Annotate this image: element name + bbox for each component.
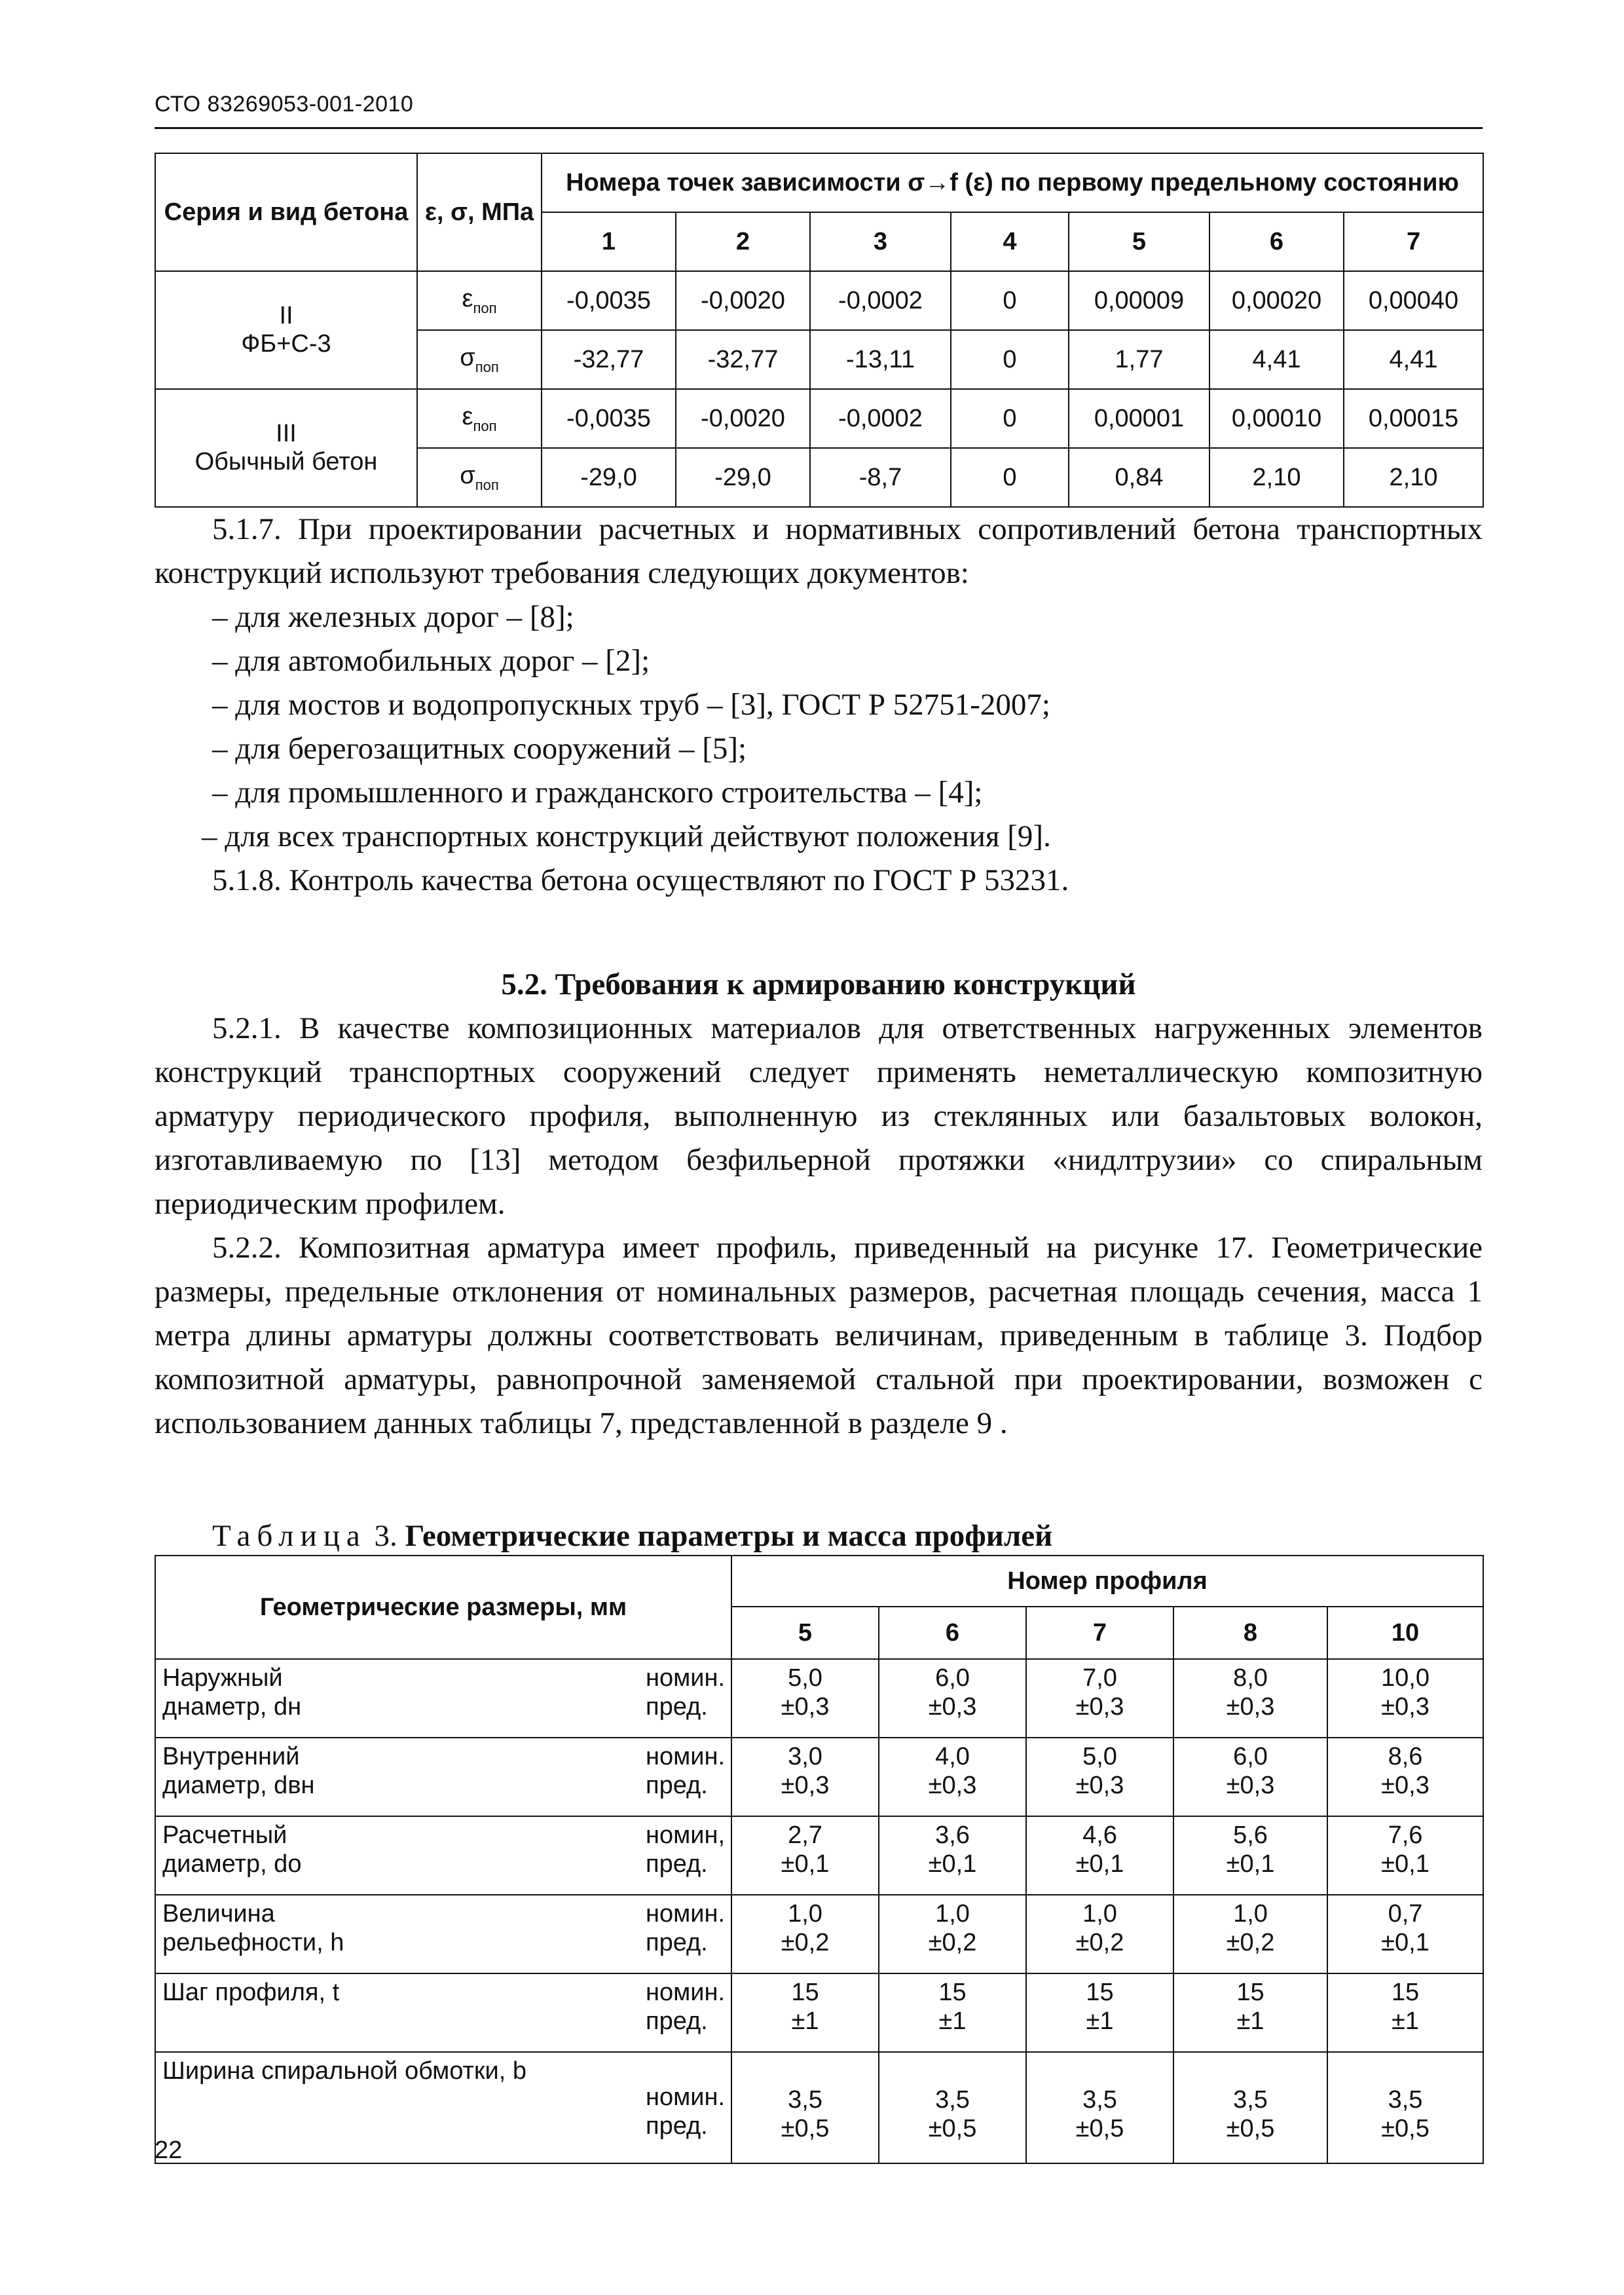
value-cell: -32,77: [542, 330, 676, 389]
param-cell: [155, 1816, 731, 1895]
param-tolerance: номин. пред.: [646, 1664, 726, 1721]
section-heading: 5.2. Требования к армированию конструкций: [501, 967, 1136, 1001]
param-symbol: $\varepsilon_{поп}$: [417, 271, 542, 330]
value-cell: 0,00020: [1209, 271, 1344, 330]
value-cell: 5,0 ±0,3: [731, 1659, 879, 1738]
value-cell: 15 ±1: [731, 1973, 879, 2052]
value-cell: 2,10: [1209, 448, 1344, 507]
value-cell: 0: [951, 389, 1069, 448]
value-cell: 4,6 ±0,1: [1026, 1816, 1173, 1895]
profile-number: 8: [1173, 1607, 1327, 1659]
value-cell: 0,00001: [1069, 389, 1209, 448]
value-cell: 0,7 ±0,1: [1327, 1895, 1483, 1973]
param-symbol: $\sigma_{поп}$: [417, 448, 542, 507]
value-cell: 15 ±1: [1327, 1973, 1483, 2052]
value-cell: -0,0020: [676, 389, 810, 448]
value-cell: -29,0: [676, 448, 810, 507]
body-section-5-1: [155, 508, 1483, 903]
param-tolerance: номин, пред.: [646, 1821, 726, 1878]
profile-geometry-table: [155, 1555, 1484, 2164]
point-number: 1: [542, 212, 676, 271]
body-section-5-2: [155, 963, 1483, 1446]
param-name: Величина рельефности, h: [162, 1900, 344, 1956]
value-cell: -0,0035: [542, 271, 676, 330]
value-cell: 6,0 ±0,3: [879, 1659, 1026, 1738]
param-tolerance: номин. пред.: [646, 2083, 726, 2140]
value-cell: 7,6 ±0,1: [1327, 1816, 1483, 1895]
profile-number: 10: [1327, 1607, 1483, 1659]
caption-label: Таблица: [212, 1519, 367, 1553]
caption-number: 3.: [366, 1519, 405, 1553]
value-cell: -32,77: [676, 330, 810, 389]
paragraph-5-1-7: 5.1.7. При проектировании расчетных и нормативных сопротивлений бетона транспортных конструкций используют требования следующих документов:: [155, 512, 1483, 590]
table-caption: [212, 1518, 1052, 1554]
value-cell: 4,41: [1344, 330, 1483, 389]
value-cell: 15 ±1: [1026, 1973, 1173, 2052]
value-cell: 2,10: [1344, 448, 1483, 507]
value-cell: -0,0002: [810, 389, 951, 448]
paragraph-5-2-1: 5.2.1. В качестве композиционных материалов для ответственных нагруженных элементов конструкций транспортных сооружений следует применять неметаллическую композитную арматуру периодического профиля, выполненную из стеклянных или базальтовых волокон, изготавливаемую по [13] методом безфильерной протяжки «нидлтрузии» со спиральным периодическим профилем.: [155, 1011, 1483, 1221]
param-name: Шаг профиля, t: [162, 1979, 340, 2006]
value-cell: -0,0002: [810, 271, 951, 330]
point-number: 6: [1209, 212, 1344, 271]
param-name: Наружный днаметр, dн: [162, 1664, 302, 1721]
page-number: 22: [155, 2136, 183, 2164]
list-item: – для всех транспортных конструкций действуют положения [9].: [202, 819, 1051, 853]
list-item: – для железных дорог – [8];: [212, 600, 574, 634]
profile-number: 6: [879, 1607, 1026, 1659]
series-type: ФБ+С-3: [241, 330, 331, 358]
col-profile-header: Номер профиля: [731, 1556, 1483, 1607]
param-name: Ширина спиральной обмотки, b: [162, 2057, 527, 2085]
value-cell: 1,77: [1069, 330, 1209, 389]
param-tolerance: номин. пред.: [646, 1743, 726, 1799]
value-cell: -0,0035: [542, 389, 676, 448]
value-cell: -8,7: [810, 448, 951, 507]
list-item: – для промышленного и гражданского строительства – [4];: [212, 775, 983, 810]
value-cell: 3,0 ±0,3: [731, 1738, 879, 1816]
param-cell: [155, 1973, 731, 2052]
param-tolerance: номин. пред.: [646, 1979, 726, 2035]
profile-number: 7: [1026, 1607, 1173, 1659]
value-cell: 7,0 ±0,3: [1026, 1659, 1173, 1738]
series-cell: [155, 271, 417, 389]
value-cell: 0,84: [1069, 448, 1209, 507]
value-cell: 5,0 ±0,3: [1026, 1738, 1173, 1816]
document-code: СТО 83269053-001-2010: [155, 92, 414, 117]
value-cell: 0,00010: [1209, 389, 1344, 448]
profile-number: 5: [731, 1607, 879, 1659]
param-cell: [155, 2052, 731, 2163]
param-name: Внутренний диаметр, dвн: [162, 1743, 315, 1799]
value-cell: 3,5 ±0,5: [1026, 2052, 1173, 2163]
value-cell: 0,00040: [1344, 271, 1483, 330]
value-cell: -29,0: [542, 448, 676, 507]
concrete-points-table: [155, 153, 1484, 508]
param-symbol: $\varepsilon_{поп}$: [417, 389, 542, 448]
value-cell: 6,0 ±0,3: [1173, 1738, 1327, 1816]
param-cell: [155, 1659, 731, 1738]
value-cell: -0,0020: [676, 271, 810, 330]
value-cell: 15 ±1: [879, 1973, 1026, 2052]
value-cell: 0,00009: [1069, 271, 1209, 330]
col-series-header: Серия и вид бетона: [155, 153, 417, 271]
paragraph-5-2-2: 5.2.2. Композитная арматура имеет профиль, приведенный на рисунке 17. Геометрические размеры, предельные отклонения от номинальных размеров, расчетная площадь сечения, масса 1 метра длины арматуры должны соответствовать величинам, приведенным в таблице 3. Подбор композитной арматуры, равнопрочной заменяемой стальной при проектировании, возможен с использованием данных таблицы 7, представленной в разделе 9 .: [155, 1231, 1483, 1440]
value-cell: 8,0 ±0,3: [1173, 1659, 1327, 1738]
value-cell: 3,6 ±0,1: [879, 1816, 1026, 1895]
list-item: – для автомобильных дорог – [2];: [212, 644, 650, 678]
value-cell: 15 ±1: [1173, 1973, 1327, 2052]
point-number: 7: [1344, 212, 1483, 271]
value-cell: 2,7 ±0,1: [731, 1816, 879, 1895]
value-cell: 3,5 ±0,5: [1327, 2052, 1483, 2163]
point-number: 2: [676, 212, 810, 271]
param-tolerance: номин. пред.: [646, 1900, 726, 1956]
param-cell: [155, 1738, 731, 1816]
point-number: 3: [810, 212, 951, 271]
value-cell: 3,5 ±0,5: [731, 2052, 879, 2163]
param-name: Расчетный диаметр, do: [162, 1821, 302, 1878]
list-item: – для берегозащитных сооружений – [5];: [212, 732, 747, 766]
point-number: 5: [1069, 212, 1209, 271]
series-type: Обычный бетон: [194, 448, 378, 476]
value-cell: 0,00015: [1344, 389, 1483, 448]
value-cell: 1,0 ±0,2: [1173, 1895, 1327, 1973]
param-symbol: $\sigma_{поп}$: [417, 330, 542, 389]
series-number: II: [279, 302, 293, 329]
value-cell: 1,0 ±0,2: [879, 1895, 1026, 1973]
value-cell: 4,41: [1209, 330, 1344, 389]
value-cell: 10,0 ±0,3: [1327, 1659, 1483, 1738]
caption-title: Геометрические параметры и масса профилей: [405, 1519, 1053, 1553]
col-param-header: ε, σ, МПа: [417, 153, 542, 271]
series-cell: [155, 389, 417, 507]
col-dims-header: Геометрические размеры, мм: [155, 1556, 731, 1659]
value-cell: 0: [951, 448, 1069, 507]
value-cell: 1,0 ±0,2: [731, 1895, 879, 1973]
point-number: 4: [951, 212, 1069, 271]
value-cell: 8,6 ±0,3: [1327, 1738, 1483, 1816]
value-cell: -13,11: [810, 330, 951, 389]
value-cell: 4,0 ±0,3: [879, 1738, 1026, 1816]
param-cell: [155, 1895, 731, 1973]
series-number: III: [276, 420, 297, 447]
value-cell: 0: [951, 271, 1069, 330]
list-item: – для мостов и водопропускных труб – [3], ГОСТ Р 52751-2007;: [212, 688, 1050, 722]
value-cell: 5,6 ±0,1: [1173, 1816, 1327, 1895]
value-cell: 3,5 ±0,5: [1173, 2052, 1327, 2163]
header-rule: [155, 127, 1483, 129]
value-cell: 1,0 ±0,2: [1026, 1895, 1173, 1973]
value-cell: 3,5 ±0,5: [879, 2052, 1026, 2163]
col-points-header: Номера точек зависимости σ→f (ε) по первому предельному состоянию: [542, 153, 1483, 212]
paragraph-5-1-8: 5.1.8. Контроль качества бетона осуществляют по ГОСТ Р 53231.: [212, 863, 1069, 897]
value-cell: 0: [951, 330, 1069, 389]
